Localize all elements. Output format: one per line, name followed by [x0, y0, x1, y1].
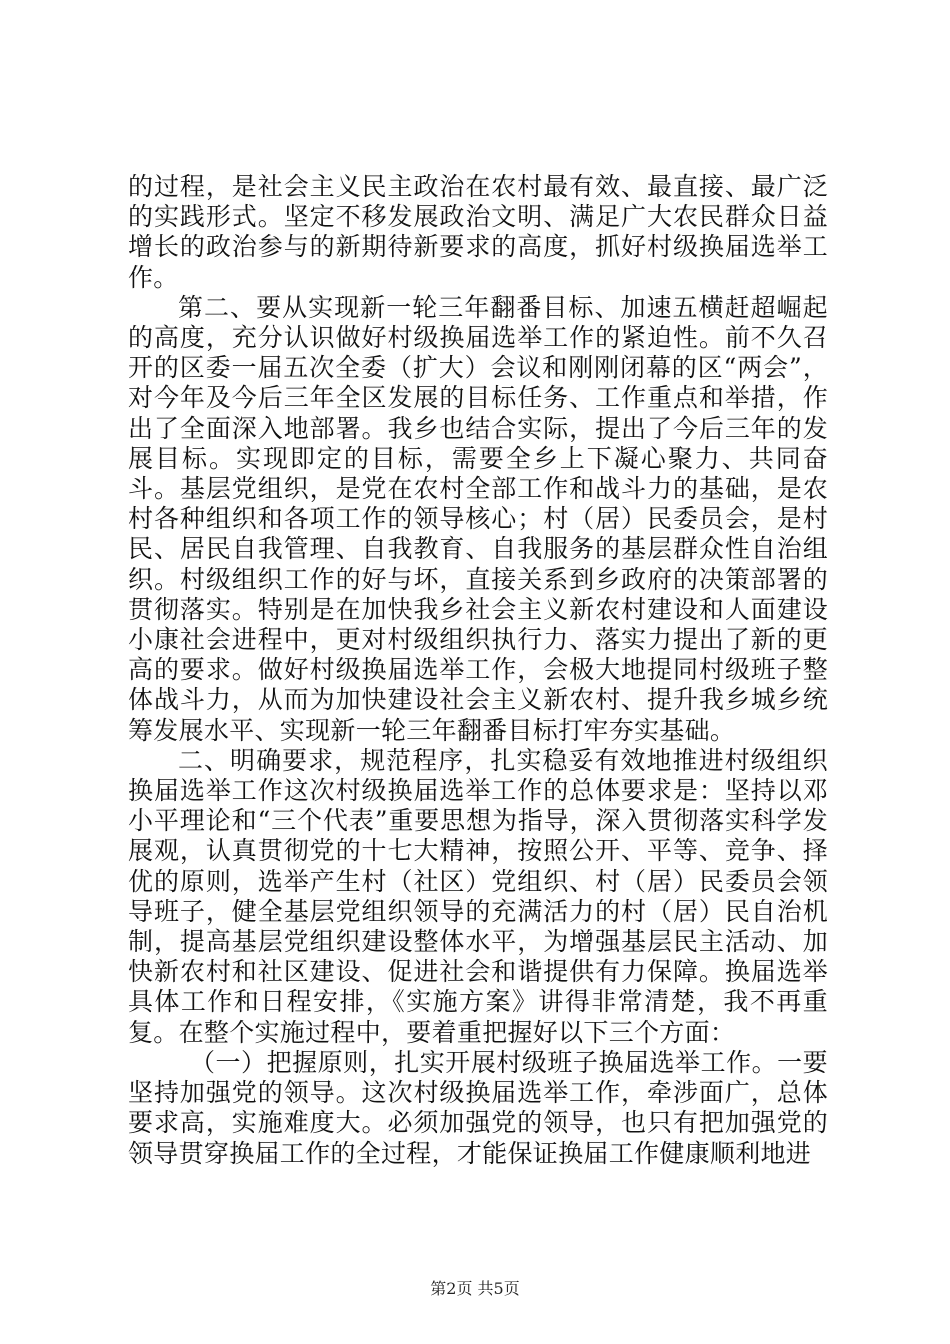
page-footer: 第2页 共5页 — [430, 1279, 520, 1298]
paragraph-continuation: 的过程，是社会主义民主政治在农村最有效、最直接、最广泛的实践形式。坚定不移发展政治文明、满足广大农民群众日益增长的政治参与的新期待新要求的高度，抓好村级换届选举工作。 — [128, 172, 828, 292]
paragraph-subsection-one: （一）把握原则，扎实开展村级班子换届选举工作。一要坚持加强党的领导。这次村级换届选举工作，牵涉面广，总体要求高，实施难度大。必须加强党的领导，也只有把加强党的领导贯穿换届工作的全过程，才能保证换届工作健康顺利地进 — [128, 1047, 828, 1168]
paragraph-section-two: 二、明确要求，规范程序，扎实稳妥有效地推进村级组织换届选举工作这次村级换届选举工作的总体要求是：坚持以邓小平理论和“三个代表”重要思想为指导，深入贯彻落实科学发展观，认真贯彻党的十七大精神，按照公开、平等、竞争、择优的原则，选举产生村（社区）党组织、村（居）民委员会领导班子，健全基层党组织领导的充满活力的村（居）民自治机制，提高基层党组织建设整体水平，为增强基层民主活动、加快新农村和社区建设、促进社会和谐提供有力保障。换届选举具体工作和日程安排，《实施方案》讲得非常清楚，我不再重复。在整个实施过程中，要着重把握好以下三个方面： — [128, 745, 828, 1047]
document-body — [128, 172, 828, 1169]
paragraph-second-point: 第二、要从实现新一轮三年翻番目标、加速五横赶超崛起的高度，充分认识做好村级换届选举工作的紧迫性。前不久召开的区委一届五次全委（扩大）会议和刚刚闭幕的区“两会”，对今年及今后三年全区发展的目标任务、工作重点和举措，作出了全面深入地部署。我乡也结合实际，提出了今后三年的发展目标。实现即定的目标，需要全乡上下凝心聚力、共同奋斗。基层党组织，是党在农村全部工作和战斗力的基础，是农村各种组织和各项工作的领导核心；村（居）民委员会，是村民、居民自我管理、自我教育、自我服务的基层群众性自治组织。村级组织工作的好与坏，直接关系到乡政府的决策部署的贯彻落实。特别是在加快我乡社会主义新农村建设和人面建设小康社会进程中，更对村级组织执行力、落实力提出了新的更高的要求。做好村级换届选举工作，会极大地提同村级班子整体战斗力，从而为加快建设社会主义新农村、提升我乡城乡统筹发展水平、实现新一轮三年翻番目标打牢夯实基础。 — [128, 292, 828, 745]
